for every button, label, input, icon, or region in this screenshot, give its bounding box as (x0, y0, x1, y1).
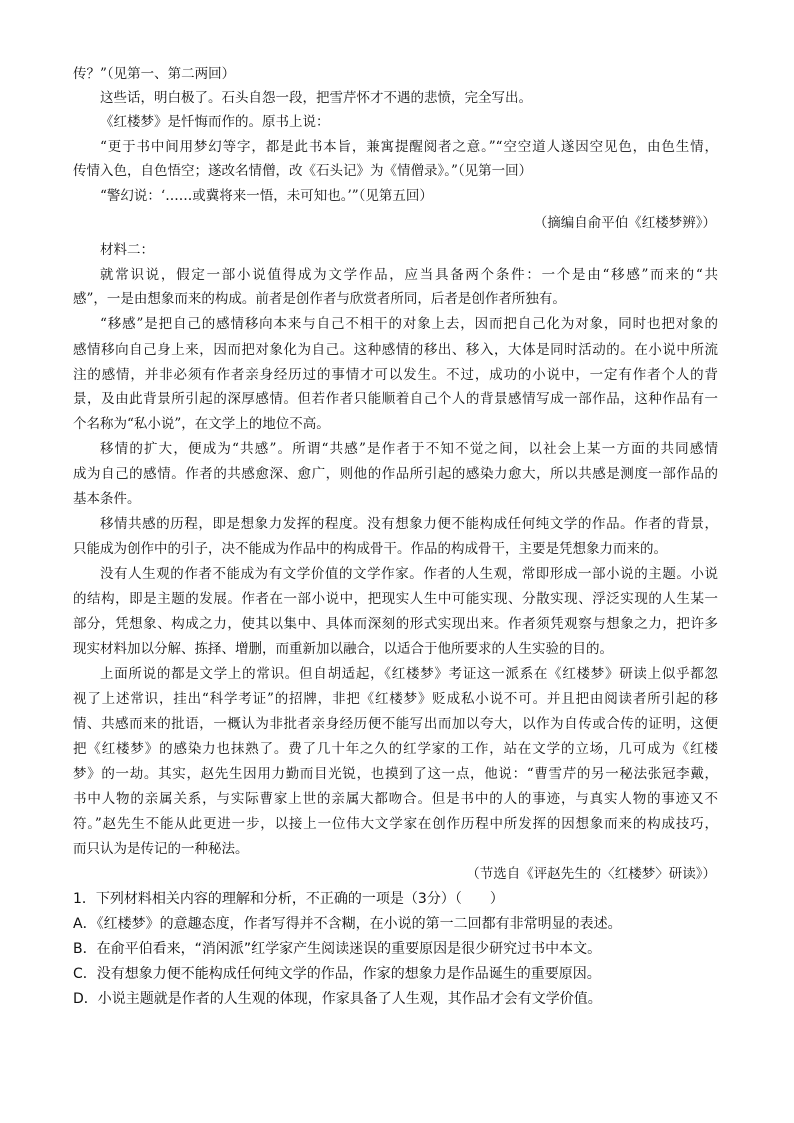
text-line: 传？”（见第一、第二两回） (73, 66, 236, 82)
text-line: 注的感情，并非必须有作者亲身经历过的事情才可以发生。不过，成功的小说中，一定有作者个人的背 (73, 367, 718, 383)
text-line: 基本条件。 (73, 491, 141, 507)
text-line: 没有人生观的作者不能成为有文学价值的文学作家。作者的人生观，常即形成一部小说的主题。小说 (100, 566, 718, 582)
text-line: 符。”赵先生不能从此更进一步，以接上一位伟大文学家在创作历程中所发挥的因想象而来的构成技巧， (73, 816, 718, 832)
text-line: 移情的扩大，便成为“共感”。所谓“共感”是作者于不知不觉之间，以社会上某一方面的共同感情 (100, 441, 718, 457)
text-line: 传情入色，自色悟空；遂改名情僧，改《石头记》为《情僧录》。”（见第一回） (73, 163, 533, 179)
text-line: 视了上述常识，挂出“科学考证”的招牌，非把《红楼梦》贬成私小说不可。并且把由阅读者所引起的移 (73, 691, 718, 707)
source-citation: （节选自《评赵先生的〈红楼梦〉研读》） (466, 866, 716, 882)
text-line: 成为自己的感情。作者的共感愈深、愈广，则他的作品所引起的感染力愈大，所以共感是测度一部作品的 (73, 466, 718, 482)
text-line: 的结构，即是主题的发展。作者在一部小说中，把现实人生中可能实现、分散实现、浮泛实现的人生某一 (73, 591, 718, 607)
source-citation: （摘编自俞平伯《红楼梦辨》） (533, 215, 716, 231)
text-line: 移情共感的历程，即是想象力发挥的程度。没有想象力便不能构成任何纯文学的作品。作者的背景， (100, 516, 718, 532)
text-line: 感情移向自己身上来，因而把对象化为自己。这种感情的移出、移入，大体是同时活动的。在小说中所流 (73, 342, 718, 358)
text-line: 梦》的一劫。其实，赵先生因用力勤而目光锐，也摸到了这一点，他说：“曹雪芹的另一秘法张冠李戴， (73, 766, 718, 782)
option-c: C．没有想象力便不能构成任何纯文学的作品，作家的想象力是作品诞生的重要原因。 (73, 966, 601, 982)
section-heading: 材料二： (100, 242, 154, 258)
text-line: 而只认为是传记的一种秘法。 (73, 841, 249, 857)
text-line: 这些话，明白极了。石头自怨一段，把雪芹怀才不遇的悲愤，完全写出。 (100, 90, 532, 106)
text-line: 书中人物的亲属关系，与实际曹家上世的亲属大都吻合。但是书中的人的事迹，与真实人物的事迹又不 (73, 791, 718, 807)
text-line: 上面所说的都是文学上的常识。但自胡适起，《红楼梦》考证这一派系在《红楼梦》研读上似乎都忽 (100, 666, 718, 682)
option-d: D．小说主题就是作者的人生观的体现，作家具备了人生观，其作品才会有文学价值。 (73, 991, 602, 1007)
text-line: 就常识说，假定一部小说值得成为文学作品，应当具备两个条件：一个是由“移感”而来的“共 (100, 267, 718, 283)
text-line: 个名称为“私小说”，在文学上的地位不高。 (73, 416, 330, 432)
text-line: “警幻说：‘……或冀将来一悟，未可知也。’”（见第五回） (100, 188, 433, 204)
text-line: 只能成为创作中的引子，决不能成为作品中的构成骨干。作品的构成骨干，主要是凭想象力而来的。 (73, 541, 667, 557)
text-line: 把《红楼梦》的感染力也抹熟了。费了几十年之久的红学家的工作，站在文学的立场，几可成为《红楼 (73, 741, 718, 757)
question-stem: 1．下列材料相关内容的理解和分析，不正确的一项是（3分）（ ） (73, 891, 504, 907)
text-line: 景，及由此背景所引起的深厚感情。但若作者只能顺着自己个人的背景感情写成一部作品，这种作品有一 (73, 391, 718, 407)
option-b: B．在俞平伯看来，“消闲派”红学家产生阅读迷误的重要原因是很少研究过书中本文。 (73, 941, 602, 957)
option-a: A．《红楼梦》的意趣态度，作者写得并不含糊，在小说的第一二回都有非常明显的表述。 (73, 916, 622, 932)
text-line: 情、共感而来的批语，一概认为非批者亲身经历便不能写出而加以夸大，以作为自传或合传的证明，这便 (73, 716, 718, 732)
text-line: “移感”是把自己的感情移向本来与自己不相干的对象上去，因而把自己化为对象，同时也把对象的 (100, 316, 718, 332)
text-line: 感”，一是由想象而来的构成。前者是创作者与欣赏者所同，后者是创作者所独有。 (73, 291, 566, 307)
text-line: 部分，凭想象、构成之力，使其以集中、具体而深刻的形式实现出来。作者须凭观察与想象之力，把许多 (73, 616, 718, 632)
text-line: “更于书中间用梦幻等字，都是此书本旨，兼寓提醒阅者之意。”“空空道人遂因空见色，由色生情， (100, 139, 718, 155)
text-line: 现实材料加以分解、拣择、增删，而重新加以融合，以适合于他所要求的人生实验的目的。 (73, 641, 613, 657)
text-line: 《红楼梦》是忏悔而作的。原书上说： (100, 114, 330, 130)
